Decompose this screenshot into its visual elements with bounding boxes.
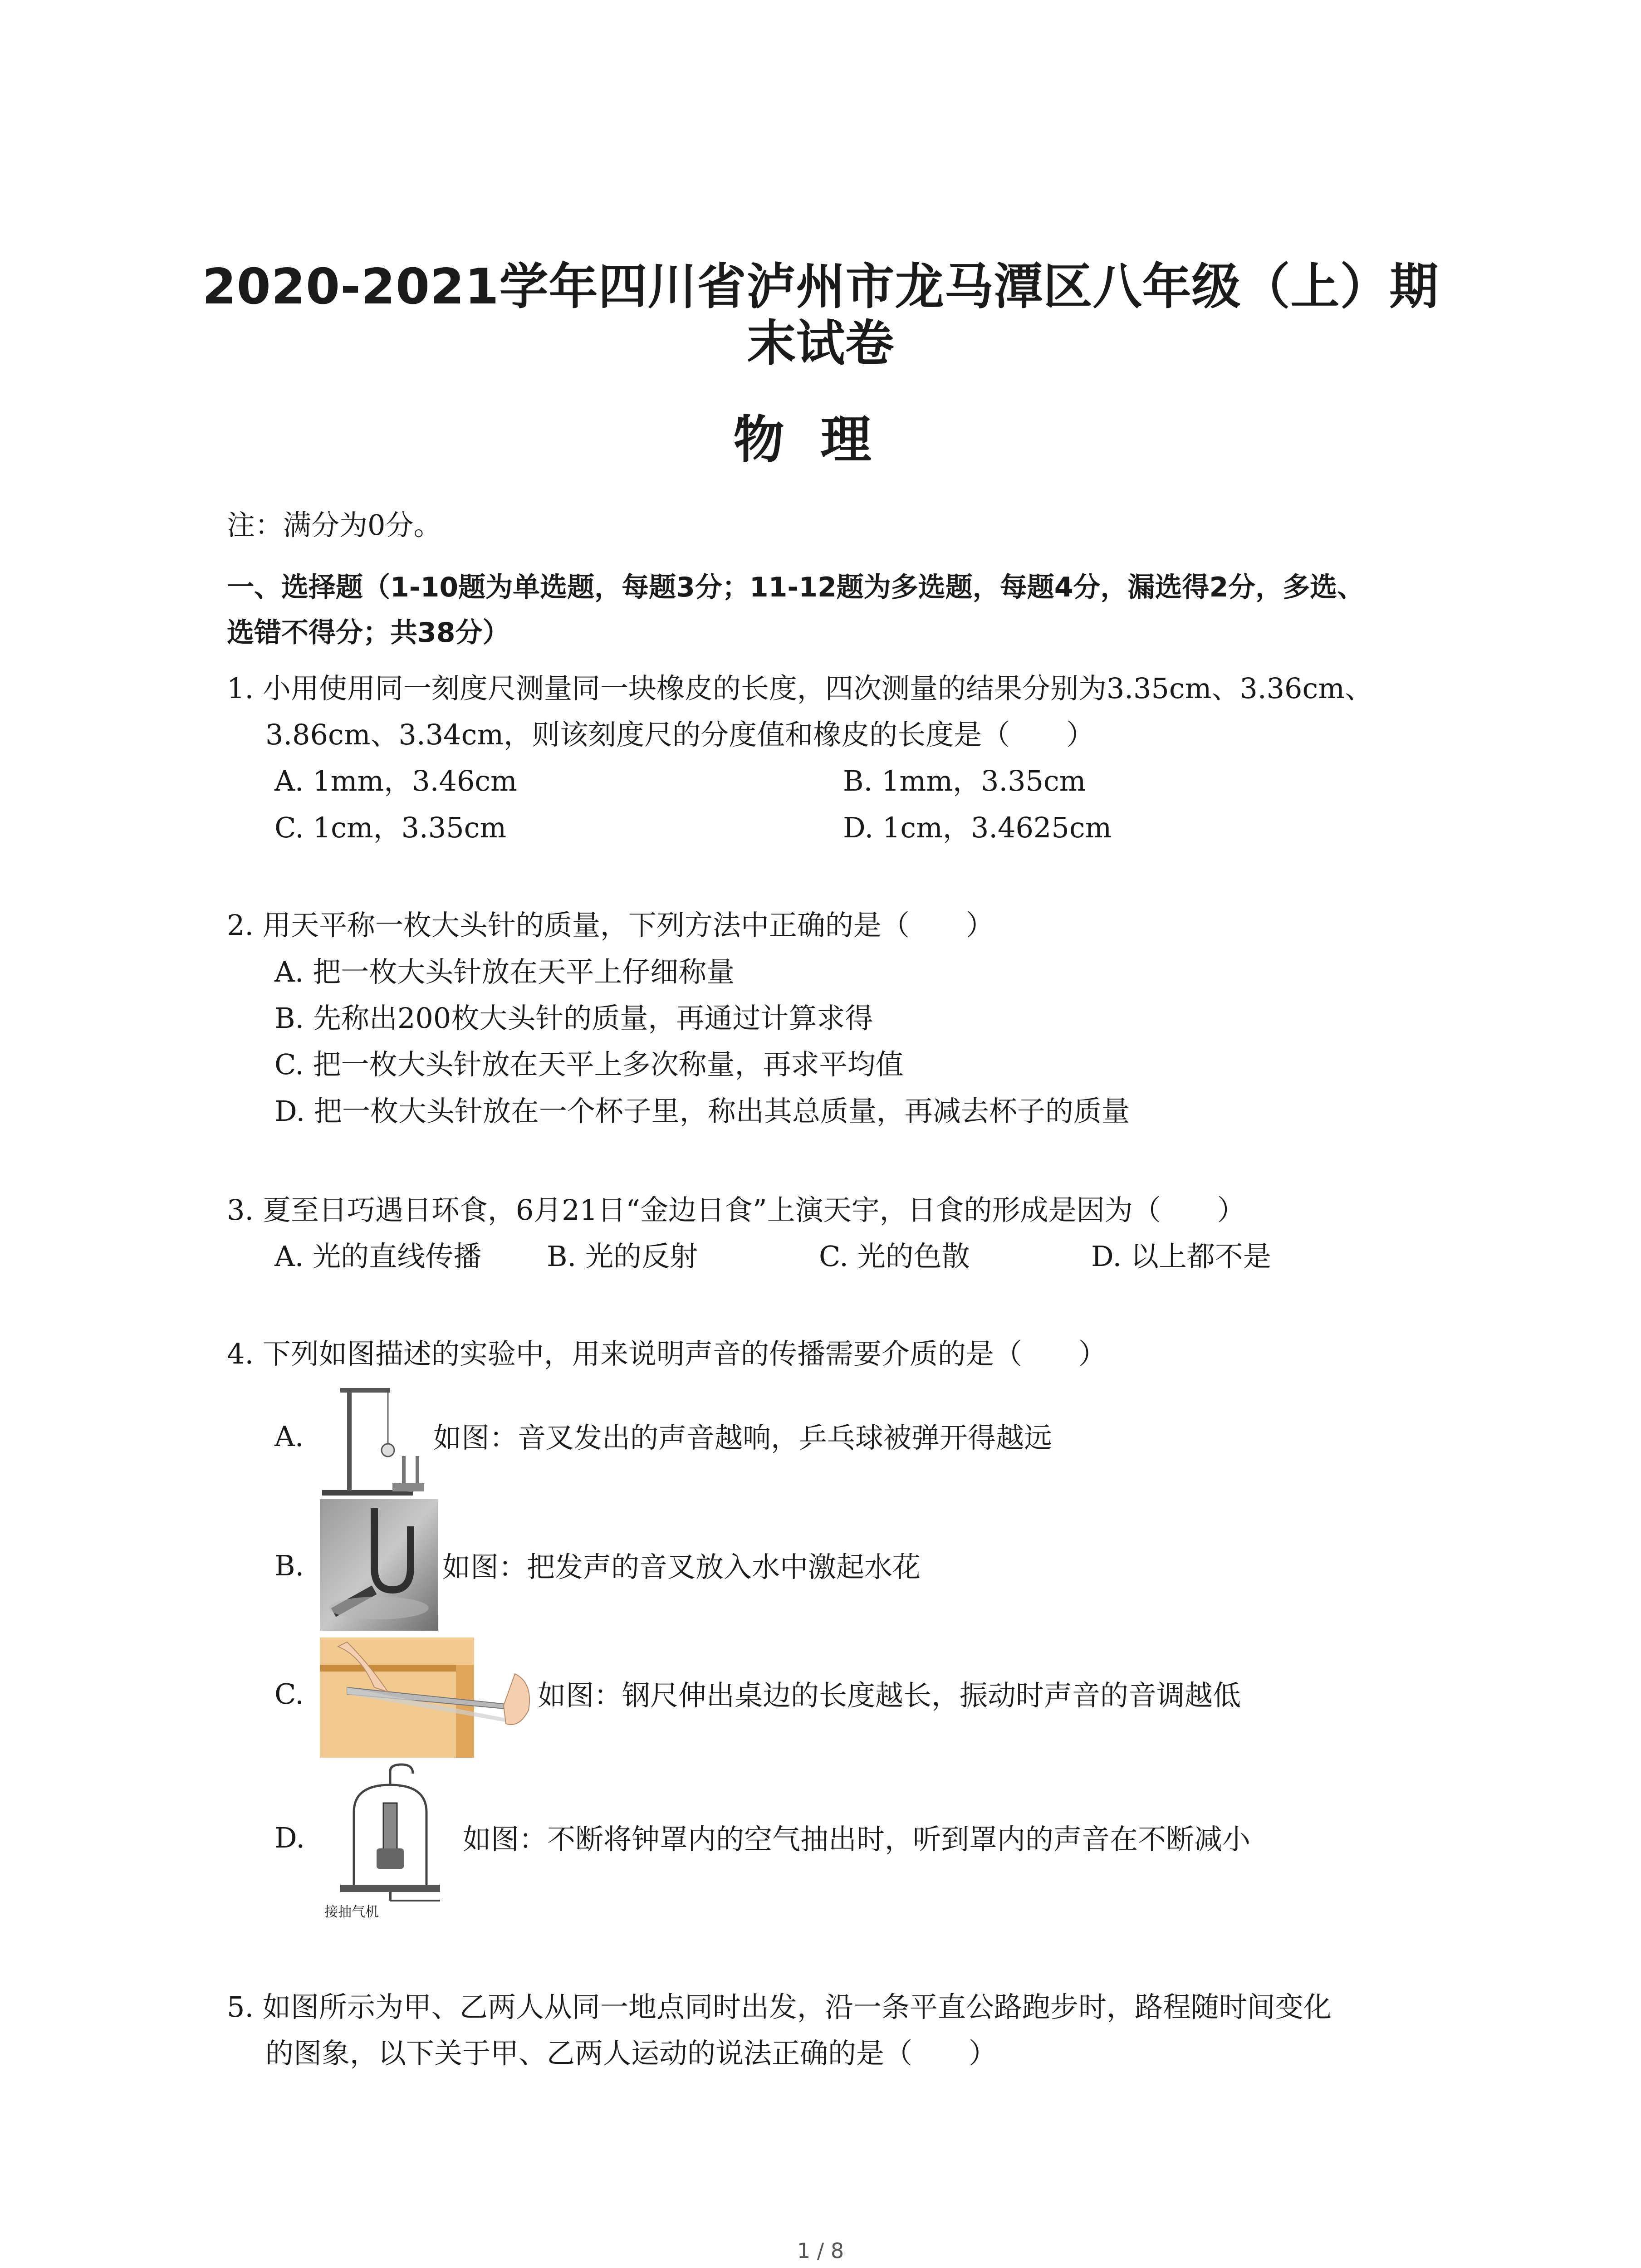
title-line-1: 2020-2021学年四川省泸州市龙马潭区八年级（上）期 bbox=[202, 259, 1439, 315]
q1-option-c: C. 1cm，3.35cm bbox=[274, 811, 507, 844]
q2-option-b: B. 先称出200枚大头针的质量，再通过计算求得 bbox=[274, 1002, 873, 1035]
title-line-2: 末试卷 bbox=[747, 315, 894, 372]
q4-option-c-label: C. bbox=[274, 1677, 304, 1711]
q1-option-b: B. 1mm，3.35cm bbox=[843, 764, 1086, 797]
q5-stem-line-1: 5. 如图所示为甲、乙两人从同一地点同时出发，沿一条平直公路跑步时，路程随时间变化 bbox=[227, 1990, 1332, 2024]
q3-option-a: A. 光的直线传播 bbox=[274, 1240, 482, 1273]
steel-ruler-desk-image bbox=[320, 1637, 538, 1758]
q4-stem: 4. 下列如图描述的实验中，用来说明声音的传播需要介质的是（ ） bbox=[227, 1337, 1107, 1370]
q3-option-c: C. 光的色散 bbox=[819, 1240, 970, 1273]
q1-stem-line-2: 3.86cm、3.34cm，则该刻度尺的分度值和橡皮的长度是（ ） bbox=[265, 718, 1095, 751]
tuning-fork-pingpong-image bbox=[320, 1377, 438, 1499]
section-heading-line-1: 一、选择题（1-10题为单选题，每题3分；11-12题为多选题，每题4分，漏选得2分，多选、 bbox=[227, 572, 1365, 603]
q2-option-a: A. 把一枚大头针放在天平上仔细称量 bbox=[274, 955, 735, 988]
q3-option-d: D. 以上都不是 bbox=[1091, 1240, 1271, 1273]
section-heading-line-2: 选错不得分；共38分） bbox=[227, 617, 510, 649]
q4-option-a-label: A. bbox=[274, 1420, 304, 1453]
q4-option-d-label: D. bbox=[274, 1821, 305, 1854]
q2-option-c: C. 把一枚大头针放在天平上多次称量，再求平均值 bbox=[274, 1048, 904, 1081]
q1-stem-line-1: 1. 小用使用同一刻度尺测量同一块橡皮的长度，四次测量的结果分别为3.35cm、3.36cm、 bbox=[227, 672, 1373, 705]
q3-stem: 3. 夏至日巧遇日环食，6月21日“金边日食”上演天宇，日食的形成是因为（ ） bbox=[227, 1193, 1245, 1227]
q4-option-c-text: 如图：钢尺伸出桌边的长度越长，振动时声音的音调越低 bbox=[538, 1679, 1241, 1712]
q5-stem-line-2: 的图象，以下关于甲、乙两人运动的说法正确的是（ ） bbox=[265, 2037, 997, 2070]
q2-option-d: D. 把一枚大头针放在一个杯子里，称出其总质量，再减去杯子的质量 bbox=[274, 1095, 1130, 1128]
q2-stem: 2. 用天平称一枚大头针的质量，下列方法中正确的是（ ） bbox=[227, 909, 994, 942]
q1-option-a: A. 1mm，3.46cm bbox=[274, 764, 517, 797]
q4-option-d-caption: 接抽气机 bbox=[324, 1904, 379, 1920]
q4-option-d-text: 如图：不断将钟罩内的空气抽出时，听到罩内的声音在不断减小 bbox=[463, 1823, 1251, 1856]
bell-jar-vacuum-image bbox=[322, 1762, 458, 1912]
score-note: 注：满分为0分。 bbox=[227, 508, 442, 542]
q3-option-b: B. 光的反射 bbox=[547, 1240, 698, 1273]
q4-option-a-text: 如图：音叉发出的声音越响，乒乓球被弹开得越远 bbox=[433, 1421, 1053, 1454]
page-number: 1 / 8 bbox=[797, 2239, 844, 2263]
tuning-fork-water-image bbox=[320, 1499, 438, 1631]
q4-option-b-label: B. bbox=[274, 1549, 304, 1582]
subject-title: 物理 bbox=[733, 411, 908, 469]
q1-option-d: D. 1cm，3.4625cm bbox=[843, 811, 1112, 844]
q4-option-b-text: 如图：把发声的音叉放入水中激起水花 bbox=[442, 1550, 921, 1584]
